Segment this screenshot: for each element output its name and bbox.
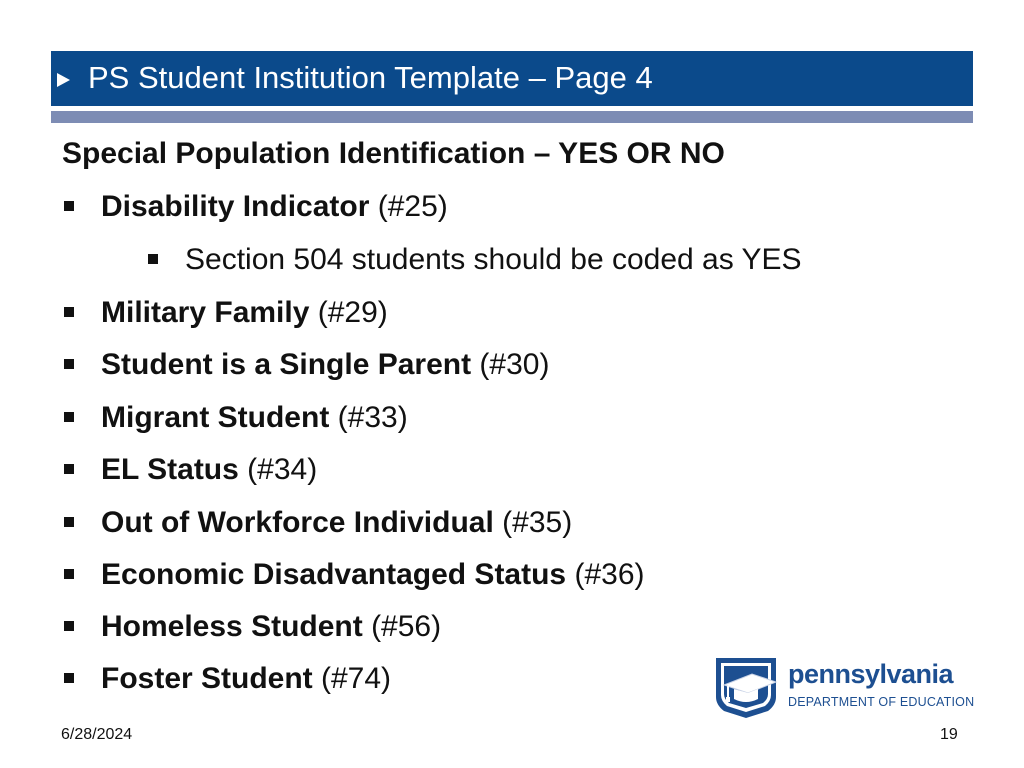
item-label: Homeless Student <box>101 610 363 643</box>
item-reference: (#33) <box>329 401 408 434</box>
section-heading: Special Population Identification – YES OR NO <box>62 137 725 170</box>
slide-title: PS Student Institution Template – Page 4 <box>88 60 653 95</box>
bullet-square-icon <box>64 307 74 317</box>
bullet-square-icon <box>64 201 74 211</box>
bullet-square-icon <box>64 517 74 527</box>
bullet-square-icon <box>64 359 74 369</box>
bullet-square-icon <box>64 464 74 474</box>
footer-date: 6/28/2024 <box>61 726 133 743</box>
bullet-square-icon <box>64 412 74 422</box>
item-label: Foster Student <box>101 662 313 695</box>
item-label: Migrant Student <box>101 401 330 434</box>
bullet-square-icon <box>64 621 74 631</box>
item-reference: (#34) <box>238 453 318 486</box>
logo-department: DEPARTMENT OF EDUCATION <box>788 695 975 709</box>
item-label: Out of Workforce Individual <box>101 506 494 539</box>
item-label: Economic Disadvantaged Status <box>101 558 567 591</box>
bullet-square-icon <box>148 254 158 264</box>
item-reference: (#29) <box>309 296 388 329</box>
item-reference: (#35) <box>493 506 573 539</box>
item-label: EL Status <box>101 453 239 486</box>
item-label: Military Family <box>101 296 310 329</box>
bullet-square-icon <box>64 569 74 579</box>
item-reference: (#30) <box>471 348 550 381</box>
title-rule <box>51 111 973 123</box>
bullet-square-icon <box>64 673 74 683</box>
item-label: Section 504 students should be coded as YES <box>185 243 802 276</box>
item-label: Disability Indicator <box>101 190 370 223</box>
item-reference: (#25) <box>369 190 448 223</box>
item-reference: (#56) <box>362 610 442 643</box>
pa-department-of-education-logo <box>714 655 976 721</box>
title-arrow-icon <box>57 73 70 87</box>
keystone-graduation-cap-icon <box>714 655 778 719</box>
item-reference: (#36) <box>566 558 645 591</box>
slide-number: 19 <box>940 726 958 743</box>
item-label: Student is a Single Parent <box>101 348 472 381</box>
item-reference: (#74) <box>312 662 392 695</box>
logo-wordmark: pennsylvania <box>788 659 954 689</box>
